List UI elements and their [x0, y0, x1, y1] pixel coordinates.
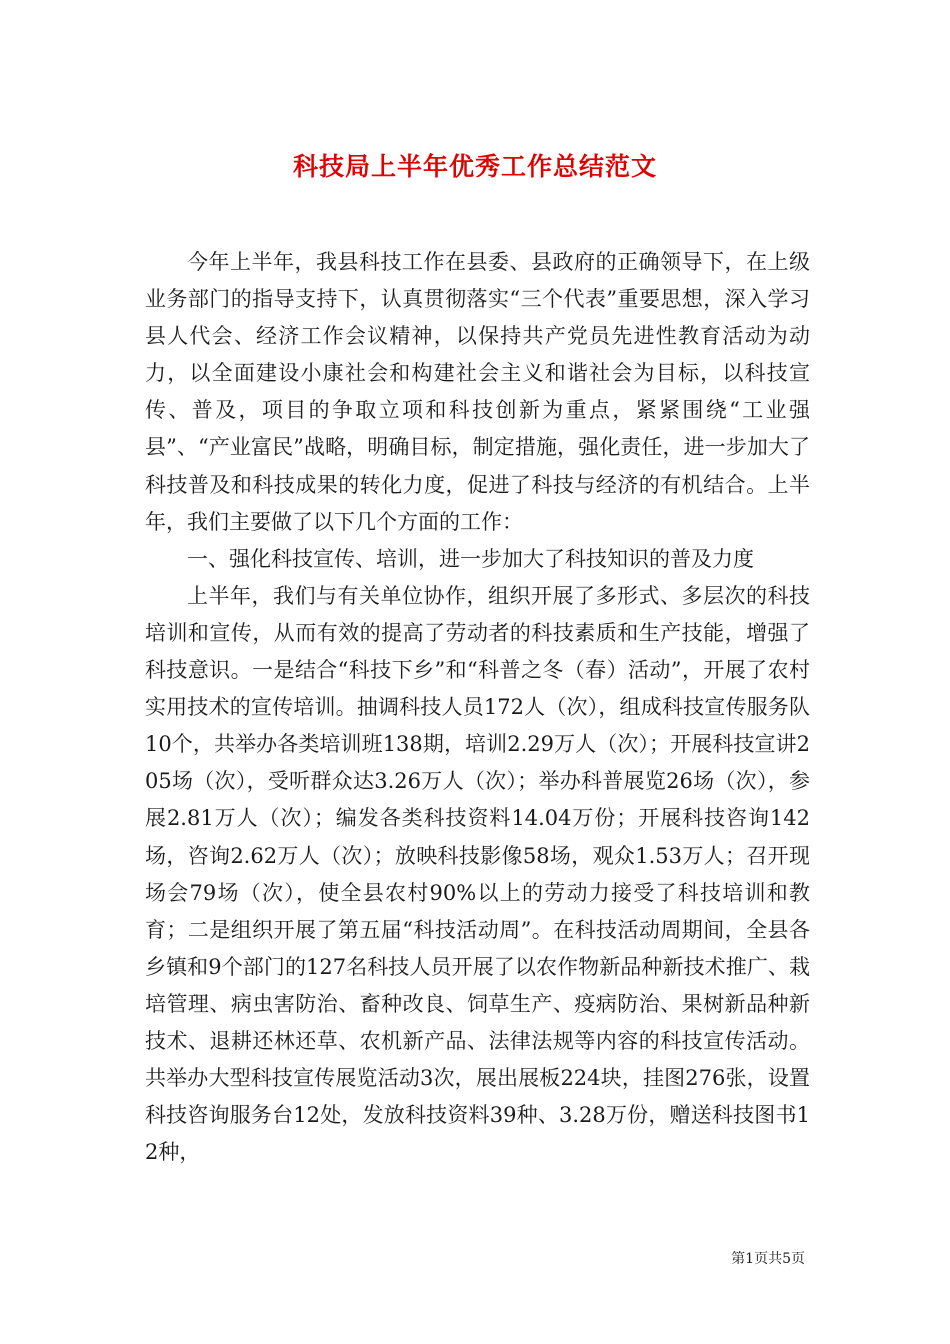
document-title: 科技局上半年优秀工作总结范文: [292, 151, 657, 181]
page-indicator: 第1页共5页: [731, 1251, 805, 1267]
paragraph-intro: 今年上半年，我县科技工作在县委、县政府的正确领导下，在上级业务部门的指导支持下，认真贯彻落实“三个代表”重要思想，深入学习县人代会、经济工作会议精神，以保持共产党员先进性教育活动为动力，以全面建设小康社会和构建社会主义和谐社会为目标，以科技宣传、普及，项目的争取立项和科技创新为重点，紧紧围绕“工业强县”、“产业富民”战略，明确目标，制定措施，强化责任，进一步加大了科技普及和科技成果的转化力度，促进了科技与经济的有机结合。上半年，我们主要做了以下几个方面的工作：: [145, 250, 810, 534]
paragraph-section-1: 上半年，我们与有关单位协作，组织开展了多形式、多层次的科技培训和宣传，从而有效的提高了劳动者的科技素质和生产技能，增强了科技意识。一是结合“科技下乡”和“科普之冬（春）活动”，开展了农村实用技术的宣传培训。抽调科技人员172人（次），组成科技宣传服务队10个，共举办各类培训班138期，培训2.29万人（次）；开展科技宣讲205场（次），受听群众达3.26万人（次）；举办科普展览26场（次），参展2.81万人（次）；编发各类科技资料14.04万份；开展科技咨询142场，咨询2.62万人（次）；放映科技影像58场，观众1.53万人；召开现场会79场（次），使全县农村90%以上的劳动力接受了科技培训和教育；二是组织开展了第五届“科技活动周”。在科技活动周期间，全县各乡镇和9个部门的127名科技人员开展了以农作物新品种新技术推广、栽培管理、病虫害防治、畜种改良、饲草生产、疫病防治、果树新品种新技术、退耕还林还草、农机新产品、法律法规等内容的科技宣传活动。共举办大型科技宣传展览活动3次，展出展板224块，挂图276张，设置科技咨询服务台12处，发放科技资料39种、3.28万份，赠送科技图书12种，: [145, 583, 810, 1165]
document-body: [145, 244, 810, 1171]
section-heading-1: 一、强化科技宣传、培训，进一步加大了科技知识的普及力度: [187, 546, 754, 571]
